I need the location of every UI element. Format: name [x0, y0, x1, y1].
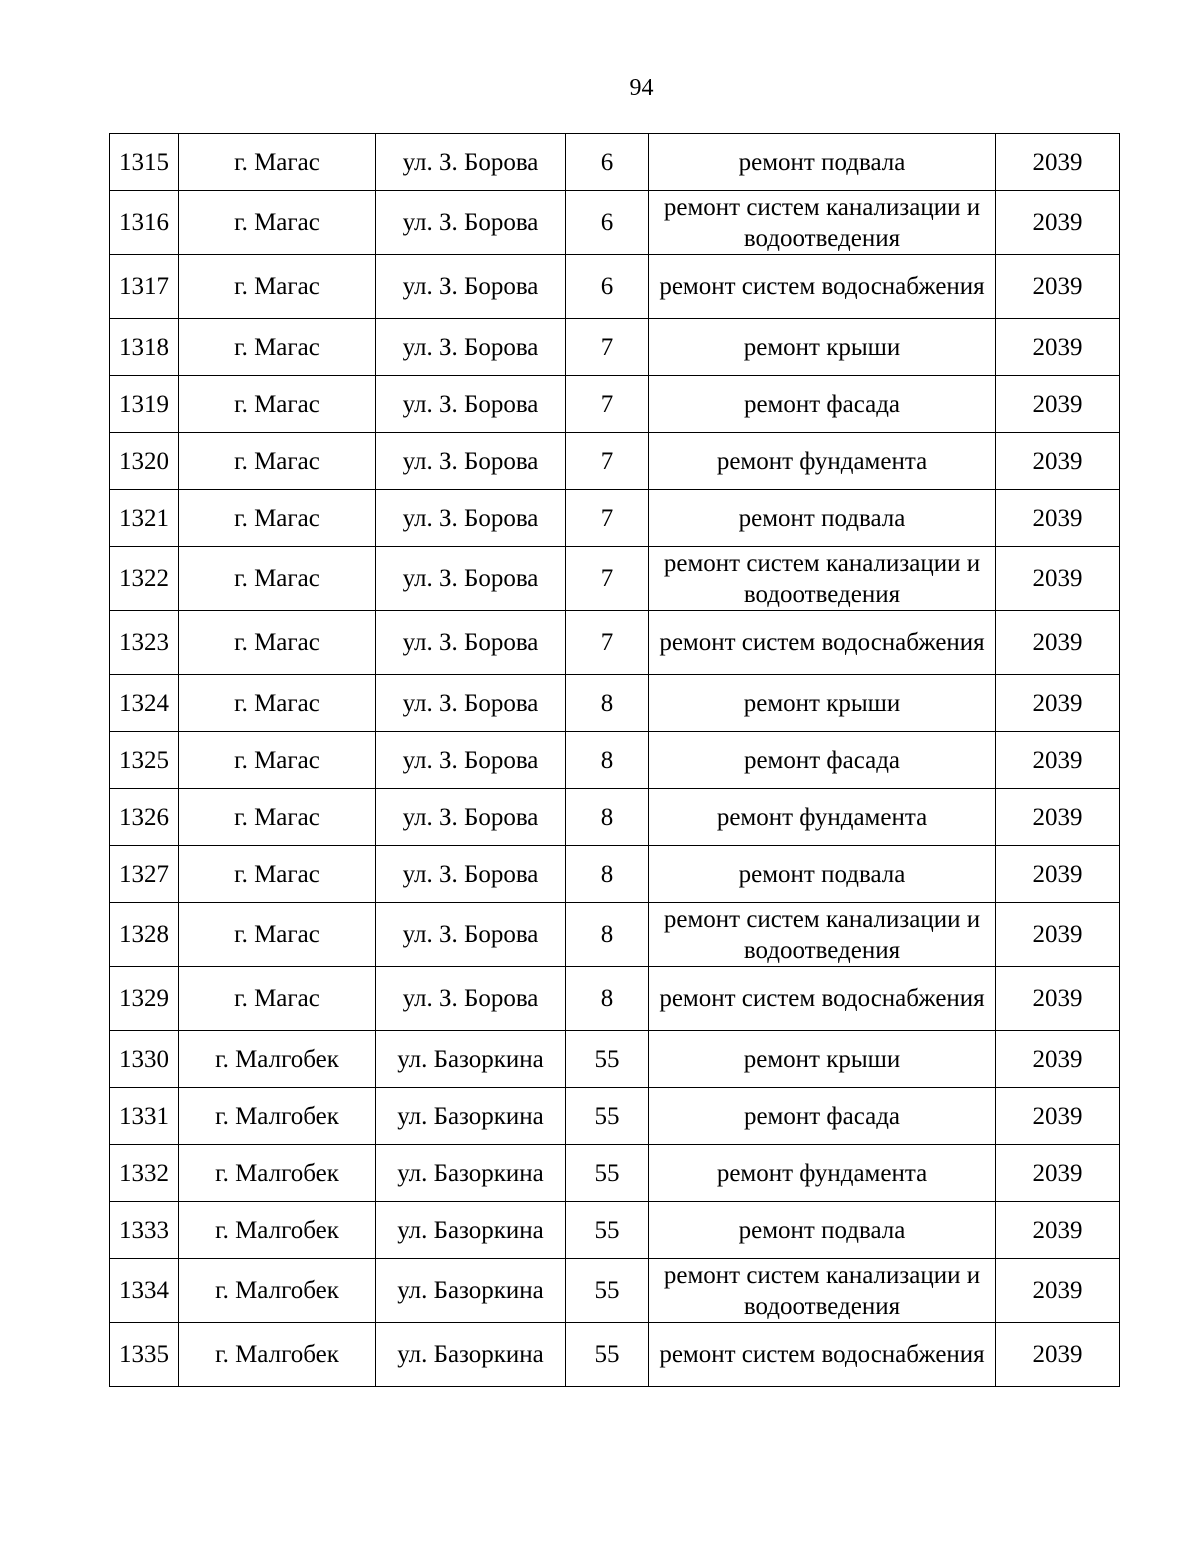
- year-cell: 2039: [996, 903, 1120, 967]
- table-row: [110, 1031, 1120, 1088]
- work-cell: ремонт фасада: [649, 376, 996, 433]
- street-cell: ул. З. Борова: [376, 255, 566, 319]
- house-cell: 6: [566, 191, 649, 255]
- work-cell: ремонт фундамента: [649, 789, 996, 846]
- year-cell: 2039: [996, 789, 1120, 846]
- house-cell: 55: [566, 1031, 649, 1088]
- street-cell: ул. З. Борова: [376, 611, 566, 675]
- street-cell: ул. Базоркина: [376, 1259, 566, 1323]
- row-number: 1326: [110, 789, 179, 846]
- year-cell: 2039: [996, 675, 1120, 732]
- year-cell: 2039: [996, 967, 1120, 1031]
- table-row: [110, 967, 1120, 1031]
- row-number: 1331: [110, 1088, 179, 1145]
- year-cell: 2039: [996, 1031, 1120, 1088]
- city-cell: г. Малгобек: [179, 1323, 376, 1387]
- street-cell: ул. З. Борова: [376, 490, 566, 547]
- street-cell: ул. З. Борова: [376, 376, 566, 433]
- street-cell: ул. Базоркина: [376, 1323, 566, 1387]
- city-cell: г. Малгобек: [179, 1259, 376, 1323]
- city-cell: г. Магас: [179, 675, 376, 732]
- row-number: 1317: [110, 255, 179, 319]
- row-number: 1332: [110, 1145, 179, 1202]
- house-cell: 8: [566, 903, 649, 967]
- house-cell: 55: [566, 1088, 649, 1145]
- row-number: 1333: [110, 1202, 179, 1259]
- work-cell: ремонт подвала: [649, 134, 996, 191]
- table-body: [110, 134, 1120, 1387]
- year-cell: 2039: [996, 732, 1120, 789]
- work-cell: ремонт систем канализации и водоотведения: [649, 191, 996, 255]
- street-cell: ул. З. Борова: [376, 903, 566, 967]
- year-cell: 2039: [996, 255, 1120, 319]
- house-cell: 8: [566, 789, 649, 846]
- table-row: [110, 846, 1120, 903]
- year-cell: 2039: [996, 1259, 1120, 1323]
- year-cell: 2039: [996, 134, 1120, 191]
- table-row: [110, 319, 1120, 376]
- year-cell: 2039: [996, 1202, 1120, 1259]
- row-number: 1329: [110, 967, 179, 1031]
- table-row: [110, 1088, 1120, 1145]
- work-cell: ремонт фасада: [649, 1088, 996, 1145]
- street-cell: ул. Базоркина: [376, 1088, 566, 1145]
- city-cell: г. Магас: [179, 433, 376, 490]
- street-cell: ул. З. Борова: [376, 675, 566, 732]
- row-number: 1335: [110, 1323, 179, 1387]
- year-cell: 2039: [996, 319, 1120, 376]
- table-row: [110, 134, 1120, 191]
- year-cell: 2039: [996, 611, 1120, 675]
- work-cell: ремонт подвала: [649, 1202, 996, 1259]
- table-row: [110, 1259, 1120, 1323]
- street-cell: ул. З. Борова: [376, 846, 566, 903]
- house-cell: 8: [566, 967, 649, 1031]
- row-number: 1330: [110, 1031, 179, 1088]
- row-number: 1320: [110, 433, 179, 490]
- house-cell: 7: [566, 547, 649, 611]
- work-cell: ремонт систем канализации и водоотведения: [649, 903, 996, 967]
- city-cell: г. Магас: [179, 903, 376, 967]
- table-row: [110, 1202, 1120, 1259]
- street-cell: ул. З. Борова: [376, 191, 566, 255]
- table-row: [110, 1145, 1120, 1202]
- table-row: [110, 611, 1120, 675]
- row-number: 1323: [110, 611, 179, 675]
- year-cell: 2039: [996, 547, 1120, 611]
- house-cell: 8: [566, 675, 649, 732]
- work-cell: ремонт фундамента: [649, 1145, 996, 1202]
- work-cell: ремонт систем канализации и водоотведения: [649, 1259, 996, 1323]
- city-cell: г. Малгобек: [179, 1031, 376, 1088]
- row-number: 1321: [110, 490, 179, 547]
- city-cell: г. Магас: [179, 255, 376, 319]
- table-row: [110, 255, 1120, 319]
- house-cell: 7: [566, 376, 649, 433]
- house-cell: 7: [566, 319, 649, 376]
- city-cell: г. Магас: [179, 547, 376, 611]
- street-cell: ул. З. Борова: [376, 789, 566, 846]
- year-cell: 2039: [996, 1088, 1120, 1145]
- house-cell: 8: [566, 732, 649, 789]
- city-cell: г. Магас: [179, 846, 376, 903]
- year-cell: 2039: [996, 1323, 1120, 1387]
- house-cell: 7: [566, 433, 649, 490]
- row-number: 1316: [110, 191, 179, 255]
- house-cell: 8: [566, 846, 649, 903]
- row-number: 1318: [110, 319, 179, 376]
- street-cell: ул. З. Борова: [376, 433, 566, 490]
- city-cell: г. Магас: [179, 134, 376, 191]
- table-row: [110, 376, 1120, 433]
- work-cell: ремонт систем канализации и водоотведения: [649, 547, 996, 611]
- table-row: [110, 1323, 1120, 1387]
- city-cell: г. Магас: [179, 319, 376, 376]
- row-number: 1327: [110, 846, 179, 903]
- work-cell: ремонт фасада: [649, 732, 996, 789]
- work-cell: ремонт подвала: [649, 846, 996, 903]
- table-row: [110, 547, 1120, 611]
- street-cell: ул. Базоркина: [376, 1031, 566, 1088]
- house-cell: 7: [566, 611, 649, 675]
- house-cell: 55: [566, 1202, 649, 1259]
- house-cell: 55: [566, 1259, 649, 1323]
- work-cell: ремонт крыши: [649, 675, 996, 732]
- street-cell: ул. Базоркина: [376, 1202, 566, 1259]
- city-cell: г. Магас: [179, 967, 376, 1031]
- city-cell: г. Малгобек: [179, 1202, 376, 1259]
- table-row: [110, 675, 1120, 732]
- house-cell: 6: [566, 255, 649, 319]
- table-row: [110, 903, 1120, 967]
- row-number: 1334: [110, 1259, 179, 1323]
- row-number: 1325: [110, 732, 179, 789]
- row-number: 1324: [110, 675, 179, 732]
- work-cell: ремонт систем водоснабжения: [649, 967, 996, 1031]
- house-cell: 6: [566, 134, 649, 191]
- year-cell: 2039: [996, 1145, 1120, 1202]
- work-cell: ремонт крыши: [649, 1031, 996, 1088]
- year-cell: 2039: [996, 433, 1120, 490]
- street-cell: ул. З. Борова: [376, 319, 566, 376]
- city-cell: г. Магас: [179, 191, 376, 255]
- city-cell: г. Малгобек: [179, 1088, 376, 1145]
- row-number: 1319: [110, 376, 179, 433]
- street-cell: ул. Базоркина: [376, 1145, 566, 1202]
- page-number: 94: [629, 75, 654, 101]
- city-cell: г. Магас: [179, 376, 376, 433]
- city-cell: г. Магас: [179, 789, 376, 846]
- row-number: 1328: [110, 903, 179, 967]
- city-cell: г. Малгобек: [179, 1145, 376, 1202]
- city-cell: г. Магас: [179, 611, 376, 675]
- repair-schedule-table: [109, 133, 1120, 1387]
- street-cell: ул. З. Борова: [376, 732, 566, 789]
- city-cell: г. Магас: [179, 490, 376, 547]
- house-cell: 7: [566, 490, 649, 547]
- work-cell: ремонт подвала: [649, 490, 996, 547]
- street-cell: ул. З. Борова: [376, 547, 566, 611]
- year-cell: 2039: [996, 191, 1120, 255]
- work-cell: ремонт крыши: [649, 319, 996, 376]
- table-row: [110, 490, 1120, 547]
- table-row: [110, 433, 1120, 490]
- year-cell: 2039: [996, 846, 1120, 903]
- row-number: 1322: [110, 547, 179, 611]
- year-cell: 2039: [996, 490, 1120, 547]
- work-cell: ремонт фундамента: [649, 433, 996, 490]
- work-cell: ремонт систем водоснабжения: [649, 255, 996, 319]
- city-cell: г. Магас: [179, 732, 376, 789]
- row-number: 1315: [110, 134, 179, 191]
- work-cell: ремонт систем водоснабжения: [649, 1323, 996, 1387]
- house-cell: 55: [566, 1323, 649, 1387]
- table-row: [110, 732, 1120, 789]
- street-cell: ул. З. Борова: [376, 134, 566, 191]
- street-cell: ул. З. Борова: [376, 967, 566, 1031]
- table-row: [110, 789, 1120, 846]
- year-cell: 2039: [996, 376, 1120, 433]
- table-row: [110, 191, 1120, 255]
- house-cell: 55: [566, 1145, 649, 1202]
- work-cell: ремонт систем водоснабжения: [649, 611, 996, 675]
